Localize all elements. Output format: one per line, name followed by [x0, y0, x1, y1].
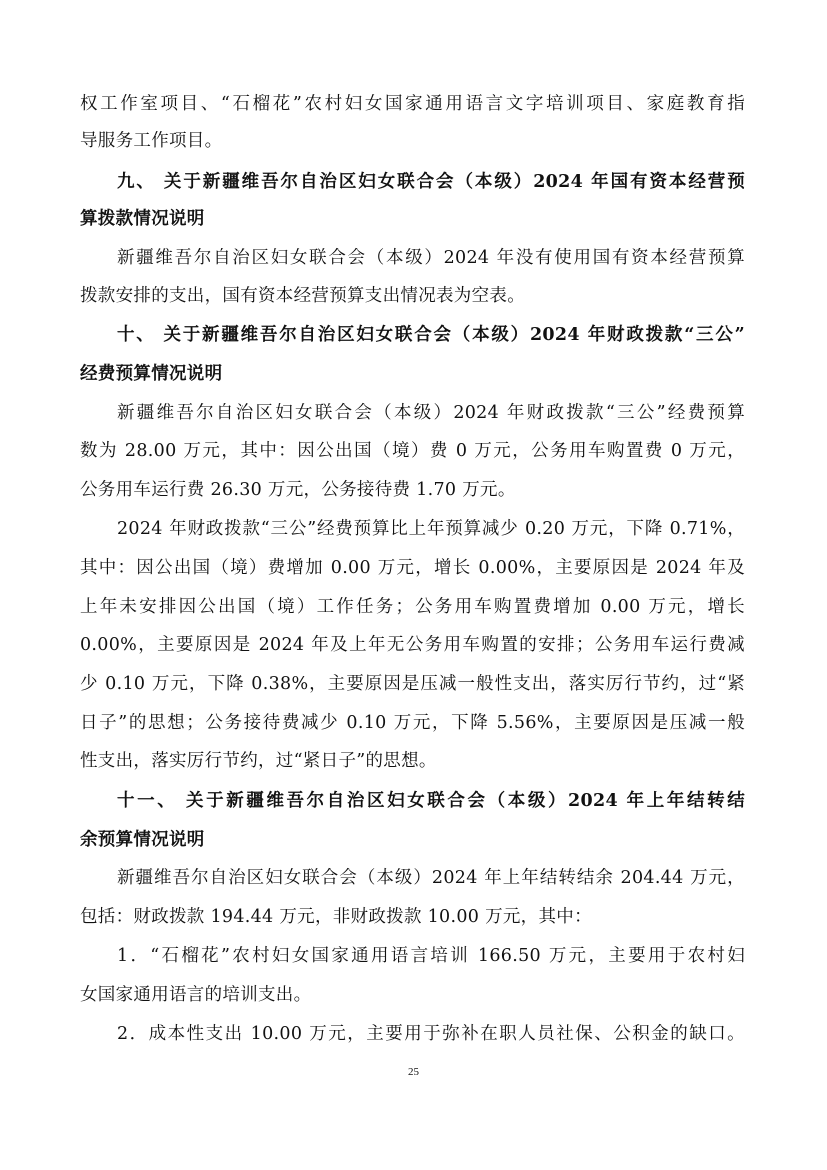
body-line: 少 0.10 万元，下降 0.38%，主要原因是压减一般性支出，落实厉行节约，过“紧: [80, 674, 745, 694]
body-line: 包括：财政拨款 194.44 万元，非财政拨款 10.00 万元，其中：: [80, 907, 592, 927]
list-item-2: 2．成本性支出 10.00 万元，主要用于弥补在职人员社保、公积金的缺口。: [117, 1024, 745, 1044]
body-line: 新疆维吾尔自治区妇女联合会（本级）2024 年上年结转结余 204.44 万元，: [117, 868, 745, 888]
section-heading-11-cont: 余预算情况说明: [80, 830, 205, 850]
section-heading-9-cont: 算拨款情况说明: [80, 209, 205, 229]
section-heading-9: 九、 关于新疆维吾尔自治区妇女联合会（本级）2024 年国有资本经营预: [117, 172, 745, 192]
body-line: 上年未安排因公出国（境）工作任务；公务用车购置费增加 0.00 万元，增长: [80, 597, 745, 617]
body-line: 2024 年财政拨款“三公”经费预算比上年预算减少 0.20 万元，下降 0.71%，: [117, 519, 745, 539]
section-heading-10: 十、 关于新疆维吾尔自治区妇女联合会（本级）2024 年财政拨款“三公”: [117, 325, 745, 345]
body-line: 导服务工作项目。: [80, 131, 223, 151]
body-line: 公务用车运行费 26.30 万元，公务接待费 1.70 万元。: [80, 480, 516, 500]
body-line: 数为 28.00 万元，其中：因公出国（境）费 0 万元，公务用车购置费 0 万元，: [80, 441, 745, 461]
body-line: 0.00%，主要原因是 2024 年及上年无公务用车购置的安排；公务用车运行费减: [80, 635, 745, 655]
list-item-1-cont: 女国家通用语言的培训支出。: [80, 985, 312, 1005]
body-line: 日子”的思想；公务接待费减少 0.10 万元，下降 5.56%，主要原因是压减一般: [80, 713, 745, 733]
page-number: 25: [408, 1066, 419, 1078]
section-heading-11: 十一、 关于新疆维吾尔自治区妇女联合会（本级）2024 年上年结转结: [117, 791, 745, 811]
body-line: 新疆维吾尔自治区妇女联合会（本级）2024 年没有使用国有资本经营预算: [117, 248, 745, 268]
body-line: 新疆维吾尔自治区妇女联合会（本级）2024 年财政拨款“三公”经费预算: [117, 403, 745, 423]
list-item-1: 1．“石榴花”农村妇女国家通用语言培训 166.50 万元，主要用于农村妇: [117, 946, 745, 966]
body-line: 权工作室项目、“石榴花”农村妇女国家通用语言文字培训项目、家庭教育指: [80, 94, 745, 114]
section-heading-10-cont: 经费预算情况说明: [80, 364, 223, 384]
body-line: 性支出，落实厉行节约，过“紧日子”的思想。: [80, 751, 437, 771]
body-line: 其中：因公出国（境）费增加 0.00 万元，增长 0.00%，主要原因是 2024 年及: [80, 558, 745, 578]
body-line: 拨款安排的支出，国有资本经营预算支出情况表为空表。: [80, 286, 525, 306]
